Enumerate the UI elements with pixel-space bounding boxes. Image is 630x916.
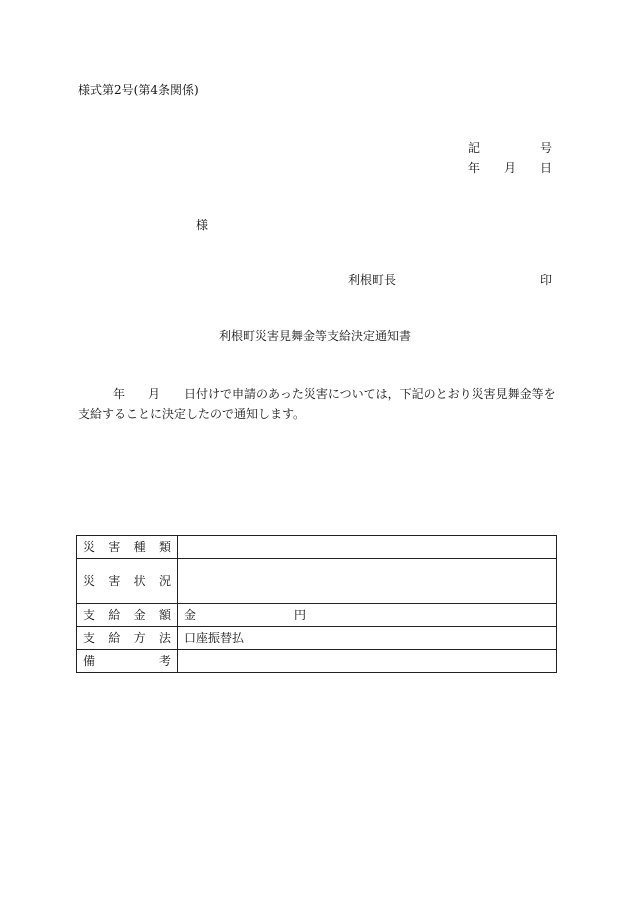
body-text-line-2: 支給することに決定したので通知します。 [78,407,306,421]
row-label-disaster-type [77,536,178,559]
label-char: 類 [158,540,171,554]
record-label: 記 [468,141,481,155]
form-number: 様式第2号(第4条関係) [78,83,199,97]
amount-unit: 円 [294,608,307,622]
row-value-disaster-type [178,536,557,559]
label-char: 額 [158,608,171,622]
table-row-disaster-type [77,536,557,559]
table-row-disaster-status [77,559,557,604]
label-char: 状 [133,574,146,588]
table-row-payment-amount [77,604,557,627]
label-char: 方 [133,631,146,645]
label-char: 考 [158,654,171,668]
label-char: 支 [83,631,96,645]
label-char: 給 [108,631,121,645]
label-char: 災 [83,540,96,554]
row-label-payment-amount [77,604,178,627]
row-label-payment-method [77,627,178,650]
row-value-disaster-status [178,559,557,604]
body-month-label: 月 [148,387,161,401]
amount-prefix: 金 [184,608,197,622]
row-value-payment-amount [178,604,557,627]
sender-title: 利根町長 [348,273,397,287]
label-char: 害 [108,574,121,588]
row-label-disaster-status [77,559,178,604]
label-char: 災 [83,574,96,588]
number-label: 号 [540,141,553,155]
table-row-payment-method [77,627,557,650]
label-char: 況 [158,574,171,588]
label-char: 支 [83,608,96,622]
label-char: 備 [83,654,96,668]
label-char: 金 [133,608,146,622]
row-value-payment-method: 口座振替払 [178,627,557,650]
label-char: 種 [133,540,146,554]
document-title: 利根町災害見舞金等支給決定通知書 [218,329,411,343]
label-char: 害 [108,540,121,554]
body-text-line-1: 日付けで申請のあった災害については，下記のとおり災害見舞金等を [184,387,556,401]
addressee-honorific: 様 [196,218,209,232]
date-month-label: 月 [504,161,517,175]
row-value-remarks [178,650,557,673]
seal-mark: 印 [540,273,553,287]
date-day-label: 日 [540,161,553,175]
row-label-remarks [77,650,178,673]
label-char: 法 [158,631,171,645]
label-char: 給 [108,608,121,622]
date-year-label: 年 [468,161,481,175]
table-row-remarks [77,650,557,673]
details-table [76,535,557,673]
body-year-label: 年 [113,387,126,401]
